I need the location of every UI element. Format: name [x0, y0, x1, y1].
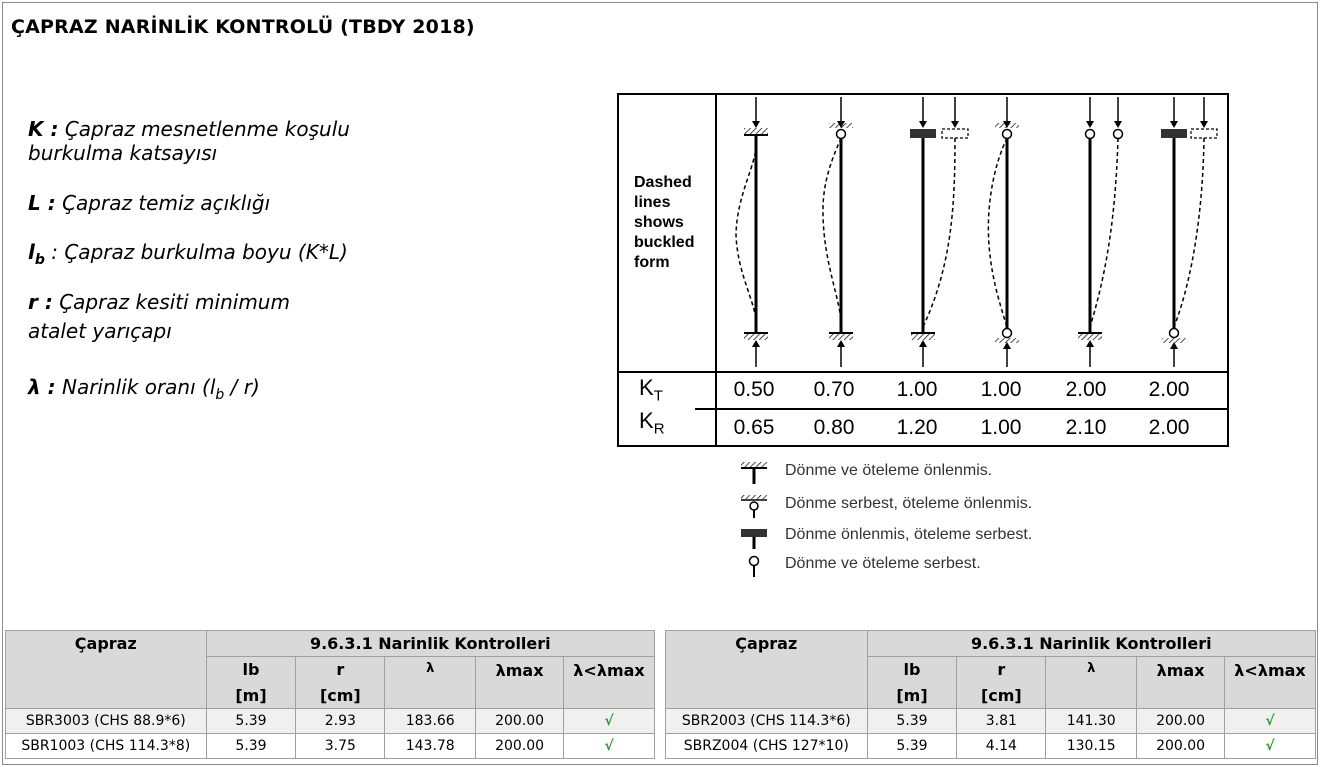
def-lb-symbol: l: [28, 240, 35, 264]
column-pinned-fixed: [823, 97, 853, 367]
def-k-symbol: K :: [28, 117, 59, 141]
cell-name: SBR1003 (CHS 114.3*8): [6, 734, 207, 759]
page-title: ÇAPRAZ NARİNLİK KONTROLÜ (TBDY 2018): [11, 16, 475, 38]
column-fixed-pinned: [988, 97, 1019, 367]
cell-r: 2.93: [296, 709, 385, 734]
def-k-text1: Çapraz mesnetlenme koşulu: [64, 117, 350, 141]
pinned-support-icon: [740, 493, 770, 521]
cell-lambdamax: 200.00: [1137, 734, 1225, 759]
def-lambda-symbol: λ :: [28, 375, 56, 399]
col-r-unit: [cm]: [957, 682, 1046, 709]
check-icon: √: [1225, 734, 1316, 759]
cell-lambdamax: 200.00: [1137, 709, 1225, 734]
def-k-line2: burkulma katsayısı: [28, 141, 218, 165]
def-l-text: Çapraz temiz açıklığı: [62, 191, 271, 215]
figure-label-line: lines: [634, 194, 671, 211]
col-lambda-header: λ: [1046, 657, 1137, 709]
cell-lambda: 143.78: [385, 734, 476, 759]
def-lambda-sub: b: [215, 387, 225, 403]
figure-label-line: form: [634, 254, 670, 271]
kr-value: 1.00: [980, 416, 1022, 439]
table-row: [6, 709, 655, 734]
kr-value: 2.10: [1065, 416, 1107, 439]
guided-support-icon: [740, 524, 770, 552]
cell-lambda: 141.30: [1046, 709, 1137, 734]
kr-label-text: K: [639, 408, 654, 433]
def-l-symbol: L :: [28, 191, 56, 215]
kt-value: 2.00: [1065, 378, 1107, 401]
kr-value: 0.65: [733, 416, 775, 439]
def-l: [28, 190, 270, 216]
cell-lambda: 183.66: [385, 709, 476, 734]
kt-value: 0.50: [733, 378, 775, 401]
col-brace-header: Çapraz: [6, 631, 207, 709]
legend-text: Dönme önlenmis, öteleme serbest.: [785, 526, 1033, 543]
kr-value: 2.00: [1148, 416, 1190, 439]
col-lb-unit: [m]: [206, 682, 296, 709]
column-guided-pinned: [1161, 97, 1217, 367]
check-icon: √: [1225, 709, 1316, 734]
kr-label: [639, 408, 665, 437]
def-r-line2: atalet yarıçapı: [28, 319, 172, 343]
column-fixed-fixed: [736, 97, 768, 367]
col-r-unit: [cm]: [296, 682, 385, 709]
cell-r: 3.75: [296, 734, 385, 759]
check-icon: √: [564, 734, 655, 759]
def-r-symbol: r :: [28, 290, 53, 314]
kt-value: 2.00: [1148, 378, 1190, 401]
col-lb-header: lb: [206, 657, 296, 683]
col-lambda-header: λ: [385, 657, 476, 709]
def-k: [28, 116, 350, 142]
def-r-text1: Çapraz kesiti minimum: [59, 290, 290, 314]
def-lb: [28, 239, 348, 273]
figure-label-line: Dashed: [634, 174, 692, 191]
cell-r: 3.81: [957, 709, 1046, 734]
buckling-figure: [617, 93, 1229, 447]
figure-divider: [695, 408, 1227, 410]
kt-label-sub: T: [653, 387, 663, 405]
legend-item-fixed: [740, 460, 1100, 490]
def-lambda-text2: / r): [224, 375, 260, 399]
col-r-header: r: [296, 657, 385, 683]
cell-lb: 5.39: [206, 734, 296, 759]
col-lb-unit: [m]: [867, 682, 957, 709]
column-free-fixed: [1078, 97, 1123, 367]
cell-lb: 5.39: [867, 709, 957, 734]
kr-value: 1.20: [896, 416, 938, 439]
table-row: [666, 709, 1316, 734]
kt-value: 1.00: [980, 378, 1022, 401]
cell-lambdamax: 200.00: [476, 734, 564, 759]
cell-name: SBR3003 (CHS 88.9*6): [6, 709, 207, 734]
figure-label-line: buckled: [634, 234, 695, 251]
group-header: 9.6.3.1 Narinlik Kontrolleri: [867, 631, 1315, 657]
column-diagrams: [619, 95, 1227, 373]
kr-value: 0.80: [813, 416, 855, 439]
def-lambda: [28, 374, 260, 408]
legend-text: Dönme serbest, öteleme önlenmis.: [785, 495, 1033, 512]
group-header: 9.6.3.1 Narinlik Kontrolleri: [206, 631, 654, 657]
free-support-icon: [740, 553, 770, 581]
cell-name: SBR2003 (CHS 114.3*6): [666, 709, 868, 734]
col-lambdamax-header: λmax: [1137, 657, 1225, 709]
kr-label-sub: R: [653, 420, 665, 438]
fixed-support-icon: [740, 460, 770, 488]
cell-lambda: 130.15: [1046, 734, 1137, 759]
legend-item-free: [740, 553, 1100, 583]
cell-r: 4.14: [957, 734, 1046, 759]
legend-item-pinned: [740, 493, 1100, 523]
def-lambda-text: Narinlik oranı (l: [61, 375, 216, 399]
legend-item-guided: [740, 524, 1100, 554]
cell-lb: 5.39: [206, 709, 296, 734]
kt-value: 1.00: [896, 378, 938, 401]
cell-lb: 5.39: [867, 734, 957, 759]
legend-text: Dönme ve öteleme önlenmis.: [785, 462, 993, 479]
table-row: [666, 734, 1316, 759]
check-icon: √: [564, 709, 655, 734]
table-row: [6, 734, 655, 759]
def-lb-sub: b: [34, 252, 45, 268]
def-lb-text: : Çapraz burkulma boyu (K*L): [44, 240, 348, 264]
kt-label: [639, 375, 663, 404]
col-check-header: λ<λmax: [1225, 657, 1316, 709]
col-lambdamax-header: λmax: [476, 657, 564, 709]
legend-text: Dönme ve öteleme serbest.: [785, 555, 981, 572]
figure-label-line: shows: [634, 214, 684, 231]
column-guided-fixed: [910, 97, 968, 367]
slenderness-table-left: [5, 630, 655, 759]
col-brace-header: Çapraz: [666, 631, 868, 709]
col-lb-header: lb: [867, 657, 957, 683]
col-r-header: r: [957, 657, 1046, 683]
cell-lambdamax: 200.00: [476, 709, 564, 734]
slenderness-table-right: [665, 630, 1316, 759]
def-r: [28, 289, 290, 315]
kt-label-text: K: [639, 375, 654, 400]
cell-name: SBRZ004 (CHS 127*10): [666, 734, 868, 759]
kt-value: 0.70: [813, 378, 855, 401]
col-check-header: λ<λmax: [564, 657, 655, 709]
